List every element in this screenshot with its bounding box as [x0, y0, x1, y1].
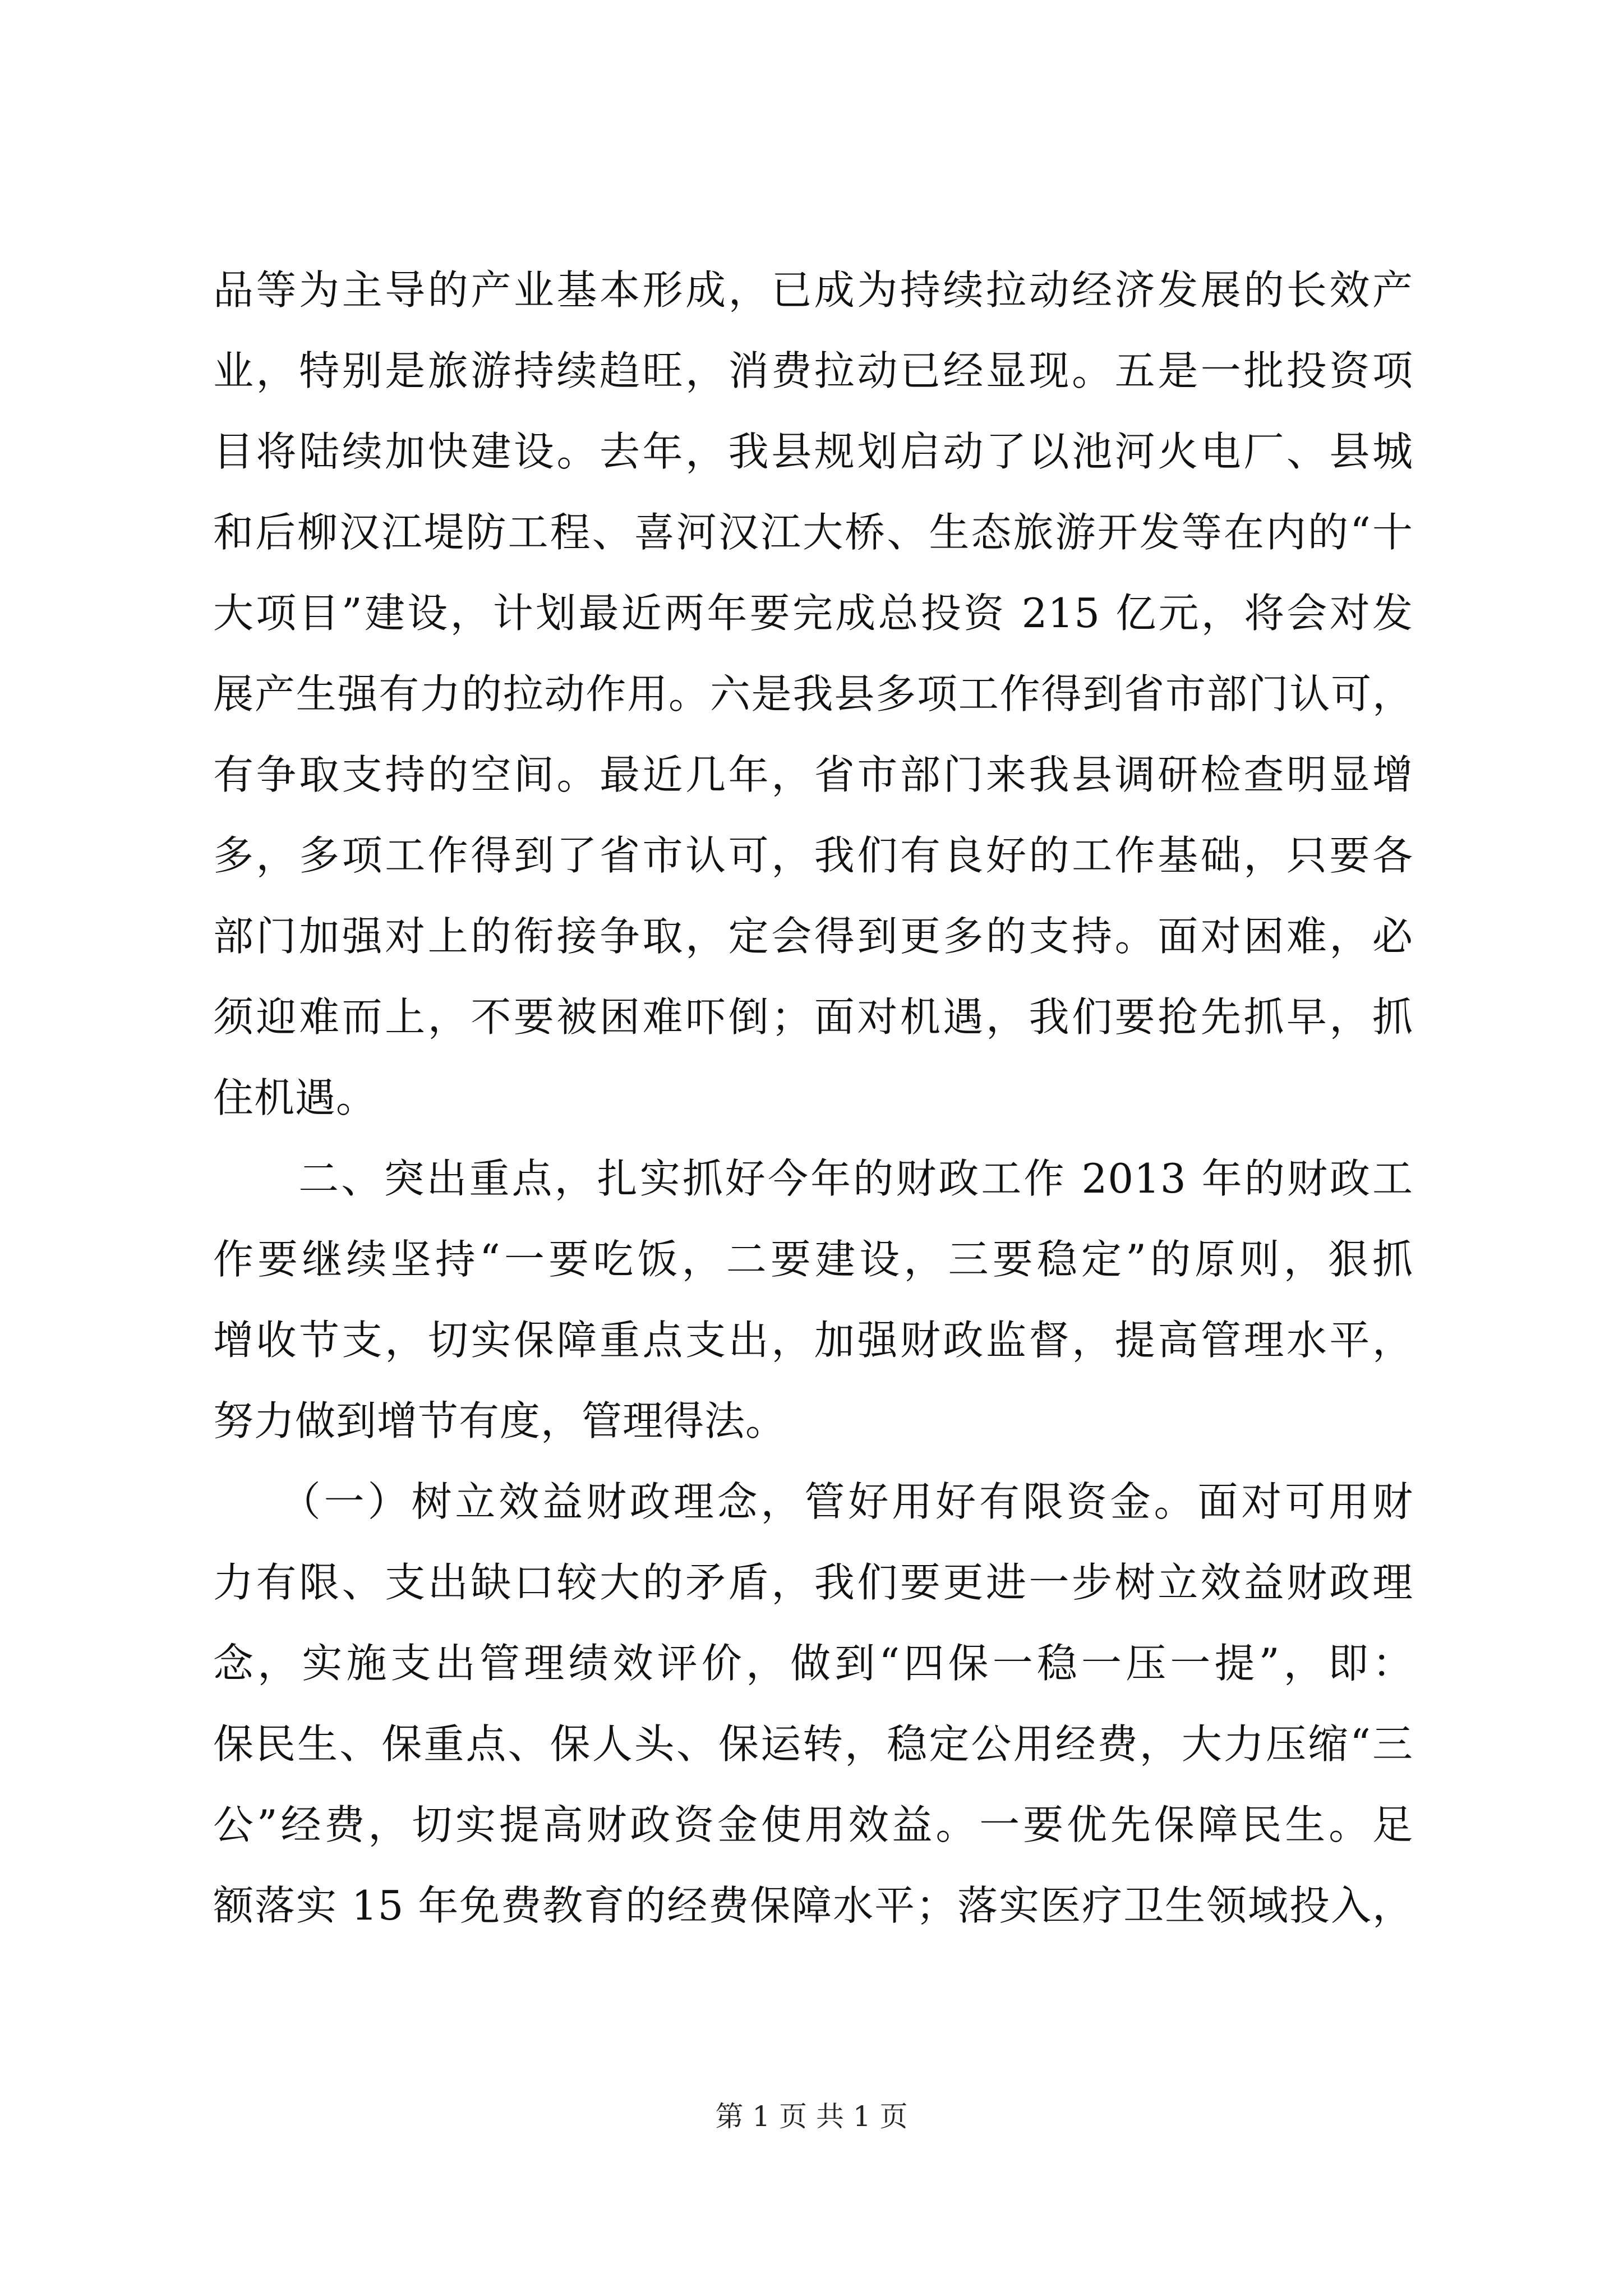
text-line: （一）树立效益财政理念，管好用好有限资金。面对可用财 — [213, 1478, 1413, 1525]
text-line: 大项目”建设，计划最近两年要完成总投资 215 亿元，将会对发 — [213, 590, 1413, 637]
text-line: 和后柳汉江堤防工程、喜河汉江大桥、生态旅游开发等在内的“十 — [213, 509, 1413, 556]
text-line: 业，特别是旅游持续趋旺，消费拉动已经显现。五是一批投资项 — [213, 347, 1413, 394]
text-line: 品等为主导的产业基本形成，已成为持续拉动经济发展的长效产 — [213, 266, 1413, 314]
text-line: 保民生、保重点、保人头、保运转，稳定公用经费，大力压缩“三 — [213, 1720, 1413, 1768]
text-line: 二、突出重点，扎实抓好今年的财政工作 2013 年的财政工 — [213, 1155, 1413, 1202]
text-line: 增收节支，切实保障重点支出，加强财政监督，提高管理水平， — [213, 1317, 1413, 1364]
text-line: 公”经费，切实提高财政资金使用效益。一要优先保障民生。足 — [213, 1801, 1413, 1848]
text-line: 有争取支持的空间。最近几年，省市部门来我县调研检查明显增 — [213, 751, 1413, 798]
text-line: 展产生强有力的拉动作用。六是我县多项工作得到省市部门认可， — [213, 670, 1413, 717]
text-line: 念，实施支出管理绩效评价，做到“四保一稳一压一提”，即： — [213, 1640, 1413, 1687]
text-line: 力有限、支出缺口较大的矛盾，我们要更进一步树立效益财政理 — [213, 1559, 1413, 1606]
text-line: 住机遇。 — [213, 1074, 377, 1121]
text-line: 目将陆续加快建设。去年，我县规划启动了以池河火电厂、县城 — [213, 428, 1413, 475]
text-line: 努力做到增节有度，管理得法。 — [213, 1397, 787, 1444]
body-text — [213, 250, 1413, 1946]
text-line: 作要继续坚持“一要吃饭，二要建设，三要稳定”的原则，狠抓 — [213, 1236, 1413, 1283]
text-line: 部门加强对上的衔接争取，定会得到更多的支持。面对困难，必 — [213, 913, 1413, 960]
page-footer: 第 1 页 共 1 页 — [715, 2100, 908, 2133]
text-line: 须迎难而上，不要被困难吓倒；面对机遇，我们要抢先抓早，抓 — [213, 993, 1413, 1041]
text-line: 多，多项工作得到了省市认可，我们有良好的工作基础，只要各 — [213, 832, 1413, 879]
text-line: 额落实 15 年免费教育的经费保障水平；落实医疗卫生领域投入， — [213, 1882, 1413, 1929]
